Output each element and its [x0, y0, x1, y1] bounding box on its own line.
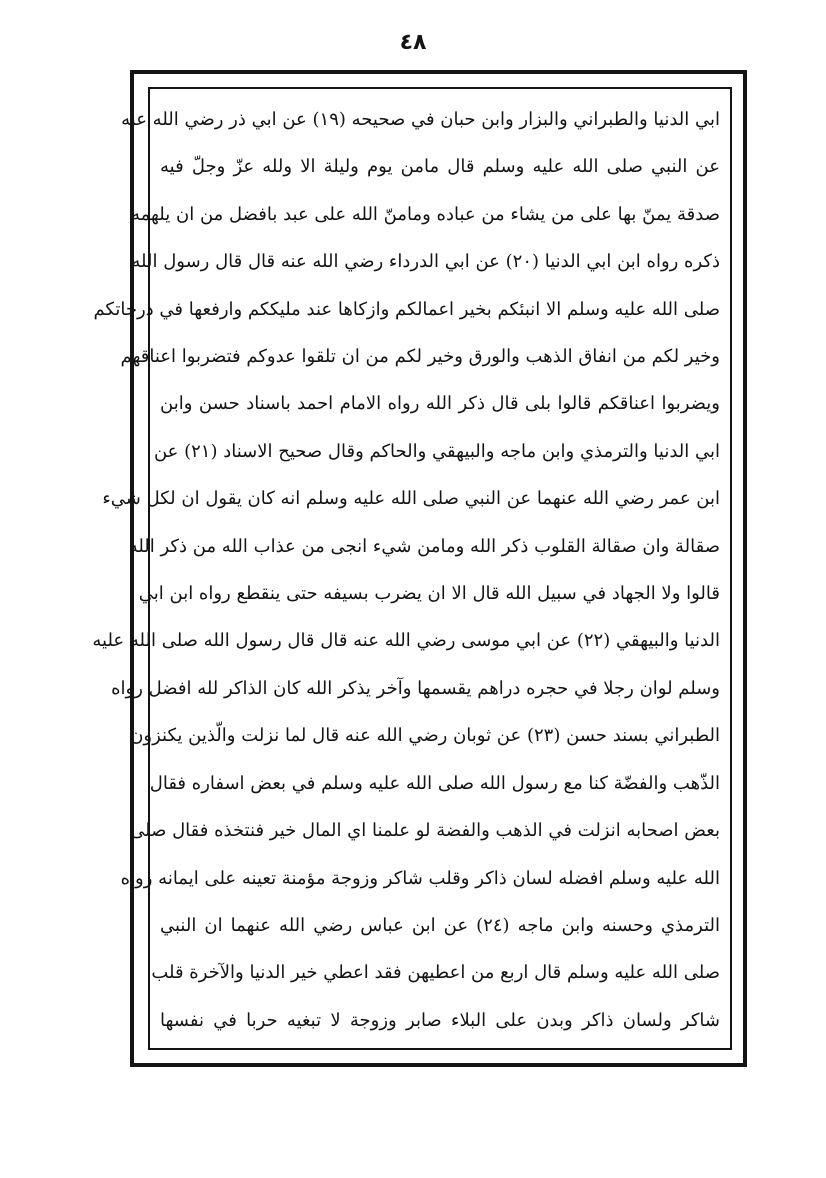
page-number: ٤٨	[399, 30, 427, 55]
text-line: صلى الله عليه وسلم قال اربع من اعطيهن فقد اعطي خير الدنيا والآخرة قلب	[151, 962, 720, 984]
text-line: ويضربوا اعناقكم قالوا بلى قال ذكر الله رواه الامام احمد باسناد حسن وابن	[160, 393, 720, 415]
text-line: قالوا ولا الجهاد في سبيل الله قال الا ان يضرب بسيفه حتى ينقطع رواه ابن ابي	[138, 583, 720, 605]
text-line: صلى الله عليه وسلم الا انبئكم بخير اعمالكم وازكاها عند مليككم وارفعها في درجاتكم	[93, 298, 720, 320]
text-line: صدقة يمنّ بها على من يشاء من عباده ومامنّ الله على عبد بافضل من ان يلهمه	[130, 203, 720, 225]
text-line: ابي الدنيا والترمذي وابن ماجه والبيهقي والحاكم وقال صحيح الاسناد (٢١) عن	[153, 440, 720, 462]
text-line: الله عليه وسلم افضله لسان ذاكر وقلب شاكر وزوجة مؤمنة تعينه على ايمانه رواه	[120, 867, 720, 889]
text-line: الدنيا والبيهقي (٢٢) عن ابي موسى رضي الله عنه قال قال رسول الله صلى الله عليه	[92, 630, 720, 652]
text-line: صقالة وان صقالة القلوب ذكر الله ومامن شيء انجى من عذاب الله من ذكر الله	[128, 535, 720, 557]
text-line: شاكر ولسان ذاكر وبدن على البلاء صابر وزوجة لا تبغيه حربا في نفسها	[160, 1009, 720, 1031]
text-line: ذكره رواه ابن ابي الدنيا (٢٠) عن ابي الدرداء رضي الله عنه قال قال رسول الله	[131, 251, 720, 273]
text-line: بعض اصحابه انزلت في الذهب والفضة لو علمنا اي المال خير فنتخذه فقال صلى	[130, 820, 720, 842]
text-line: عن النبي صلى الله عليه وسلم قال مامن يوم وليلة الا ولله عزّ وجلّ فيه	[160, 156, 720, 178]
text-line: وخير لكم من انفاق الذهب والورق وخير لكم من ان تلقوا عدوكم فتضربوا اعناقهم	[120, 346, 720, 368]
text-line: الذّهب والفضّة كنا مع رسول الله صلى الله عليه وسلم في بعض اسفاره فقال	[149, 772, 720, 794]
text-line: الطبراني بسند حسن (٢٣) عن ثوبان رضي الله عنه قال لما نزلت والّذين يكنزون	[130, 725, 720, 747]
text-body	[92, 98, 720, 1043]
text-line: ابن عمر رضي الله عنهما عن النبي صلى الله عليه وسلم انه كان يقول ان لكل شيء	[102, 488, 720, 510]
text-line: وسلم لوان رجلا في حجره دراهم يقسمها وآخر يذكر الله كان الذاكر لله افضل رواه	[111, 677, 720, 699]
text-line: ابي الدنيا والطبراني والبزار وابن حبان في صحيحه (١٩) عن ابي ذر رضي الله عنه	[121, 109, 720, 130]
text-line: الترمذي وحسنه وابن ماجه (٢٤) عن ابن عباس رضي الله عنهما ان النبي	[160, 914, 720, 936]
